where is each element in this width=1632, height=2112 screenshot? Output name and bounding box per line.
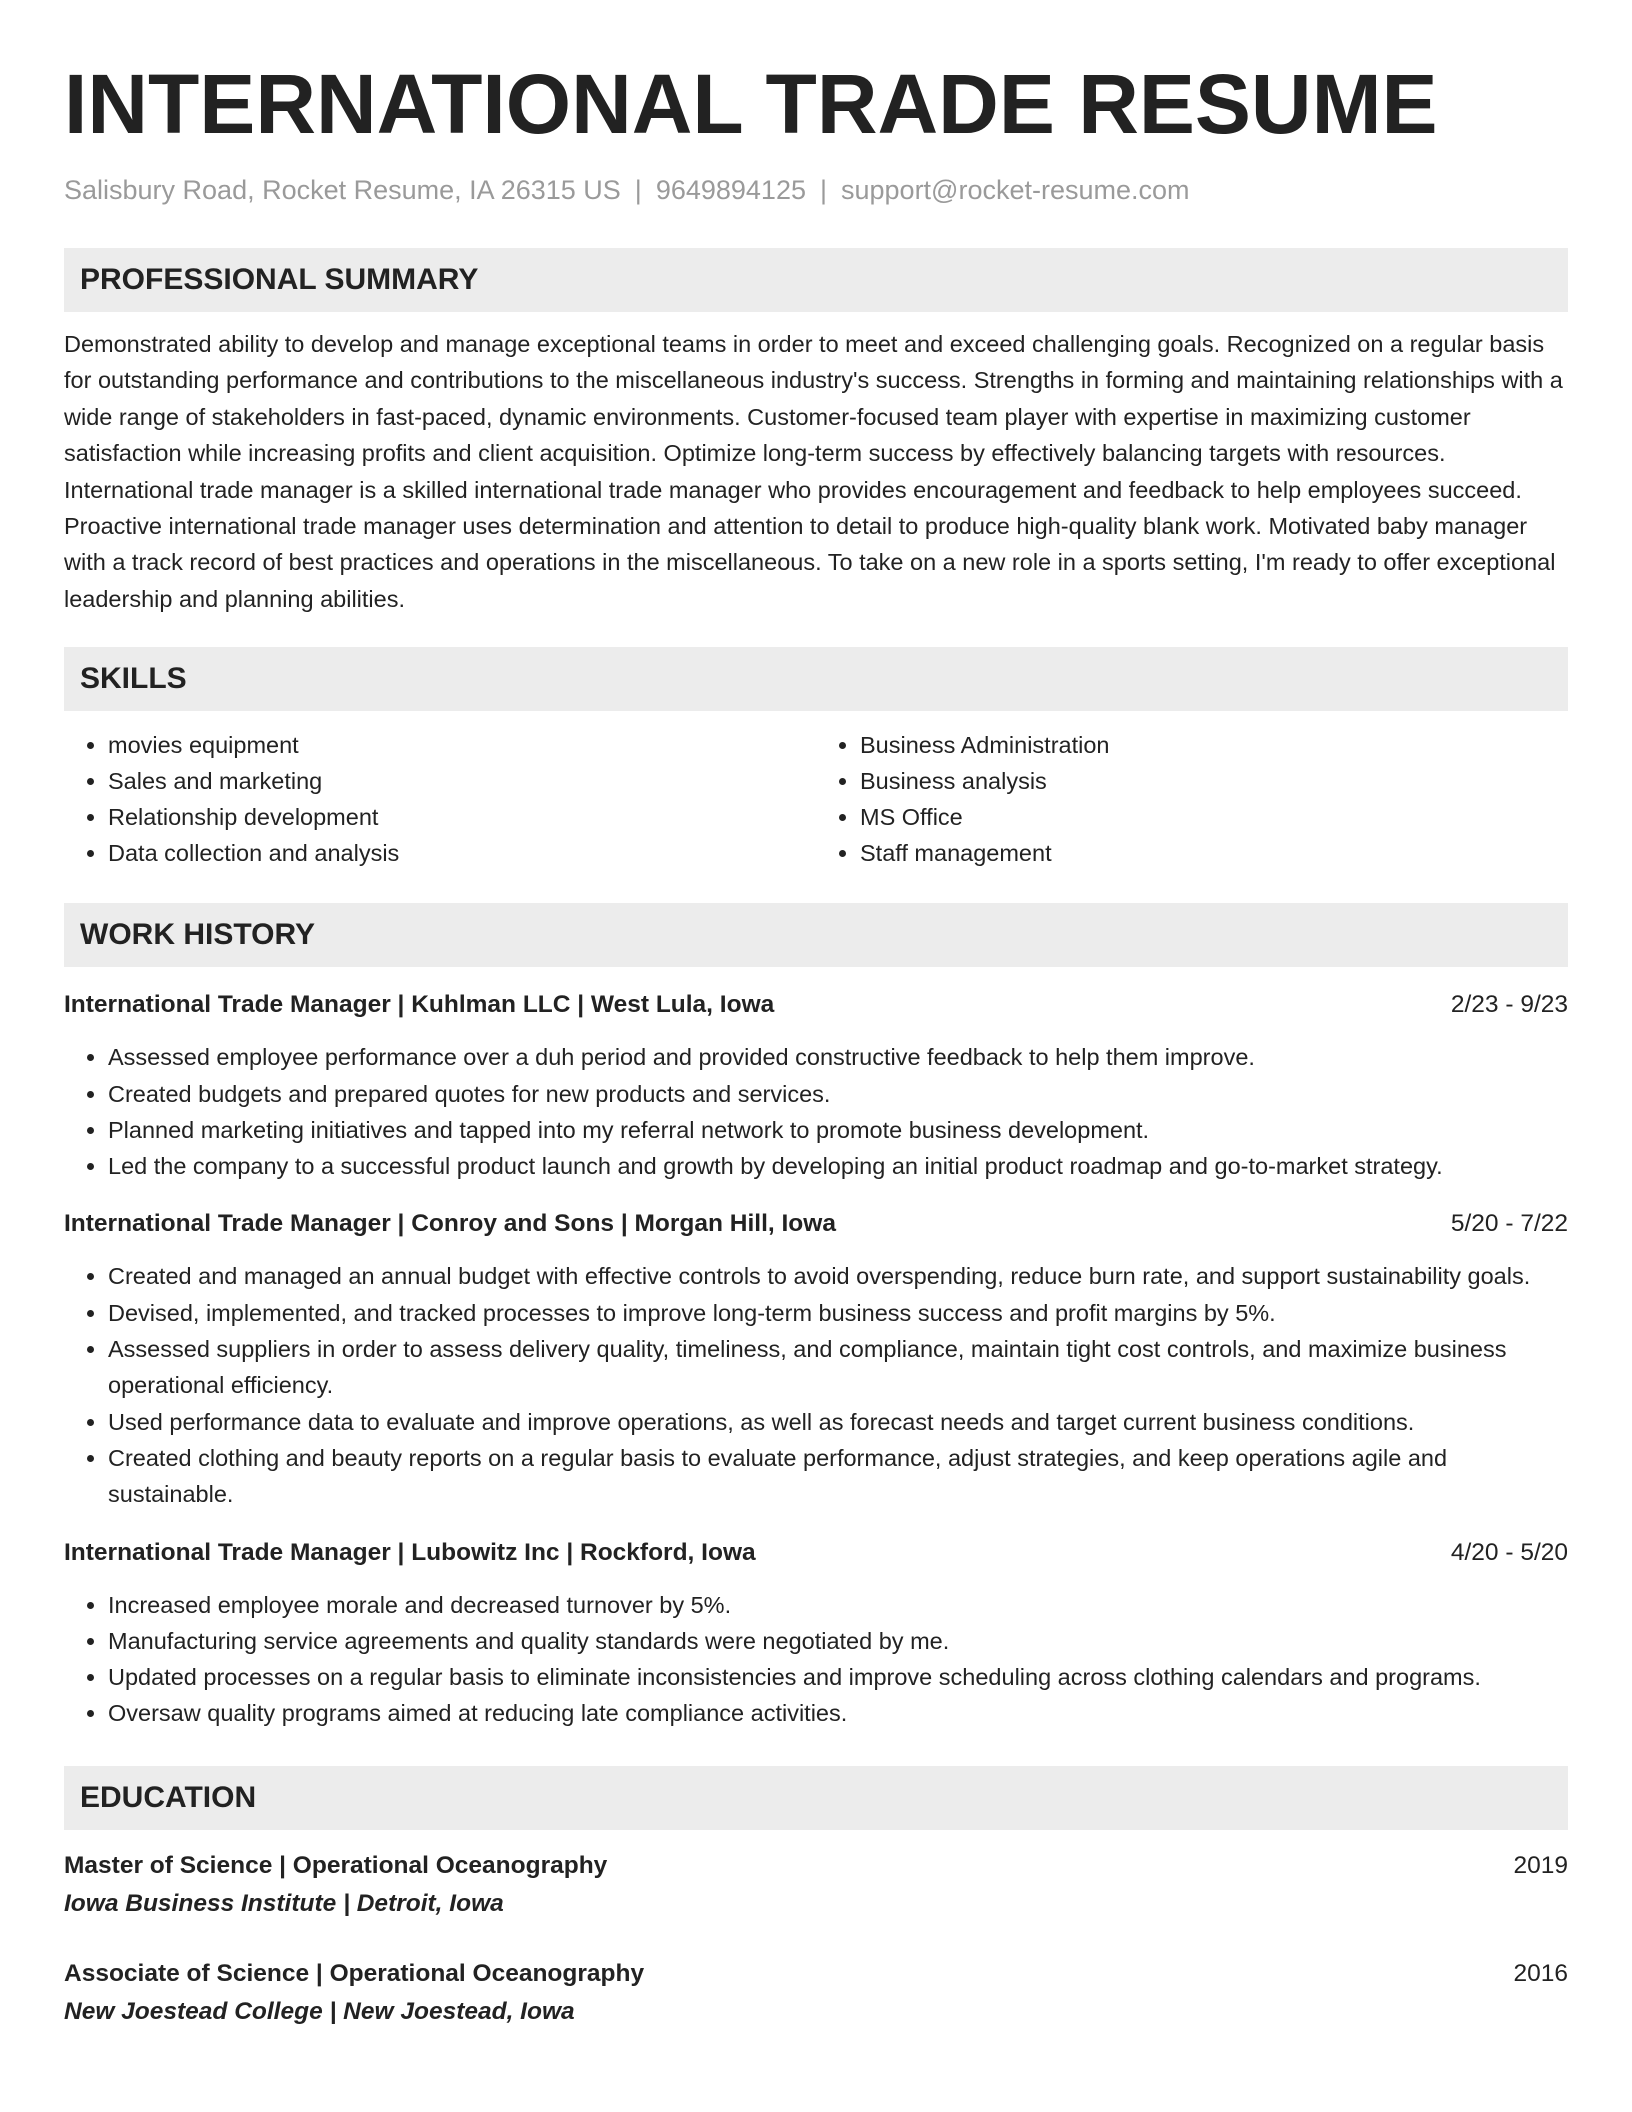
job-bullet: • Assessed employee performance over a duh period and provided constructive feedback to help them improve.	[108, 1039, 1568, 1075]
summary-text: Demonstrated ability to develop and manage exceptional teams in order to meet and exceed challenging goals. Recognized on a regular basis for outstanding performance and contributions to the miscellaneous industry's success. Strengths in forming and maintaining relationships with a wide range of stakeholders in fast-paced, dynamic environments. Customer-focused team player with expertise in maximizing customer satisfaction while increasing profits and client acquisition. Optimize long-term success by effectively balancing targets with resources. International trade manager is a skilled international trade manager who provides encouragement and feedback to help employees succeed. Proactive international trade manager uses determination and attention to detail to produce high-quality blank work. Motivated baby manager with a track record of best practices and operations in the miscellaneous. To take on a new role in a sports setting, I'm ready to offer exceptional leadership and planning abilities.	[64, 331, 1563, 612]
job-bullet: • Increased employee morale and decreased turnover by 5%.	[108, 1587, 1568, 1623]
education-section-header	[64, 1766, 1568, 1830]
contact-address: Salisbury Road, Rocket Resume, IA 26315 US	[64, 175, 621, 205]
job-bullet: • Assessed suppliers in order to assess delivery quality, timeliness, and compliance, maintain tight cost controls, and maximize business operational efficiency.	[108, 1331, 1568, 1404]
job-bullets	[64, 1587, 1568, 1732]
skill-item: • Staff management	[860, 835, 1568, 871]
skill-item: • Sales and marketing	[108, 763, 816, 799]
skills-column-right	[816, 727, 1568, 871]
job-header	[64, 987, 1568, 1023]
job-dates: 2/23 - 9/23	[1450, 991, 1568, 1019]
summary-section-header	[64, 248, 1568, 312]
job-bullets	[64, 1039, 1568, 1184]
job-bullet: • Created budgets and prepared quotes for new products and services.	[108, 1076, 1568, 1112]
skill-item: • Data collection and analysis	[108, 835, 816, 871]
education-school: Iowa Business Institute | Detroit, Iowa	[64, 1889, 504, 1917]
work-heading: WORK HISTORY	[80, 918, 316, 952]
job-entry	[64, 1206, 1568, 1512]
education-heading: EDUCATION	[80, 1780, 257, 1814]
education-degree: Master of Science | Operational Oceanography	[64, 1851, 608, 1879]
job-bullet: • Used performance data to evaluate and improve operations, as well as forecast needs and target current business conditions.	[108, 1404, 1568, 1440]
work-section-header	[64, 903, 1568, 967]
job-dates: 5/20 - 7/22	[1450, 1210, 1568, 1238]
job-header	[64, 1535, 1568, 1571]
job-dates: 4/20 - 5/20	[1450, 1538, 1568, 1566]
contact-line	[64, 172, 1568, 208]
job-bullet: • Planned marketing initiatives and tapped into my referral network to promote business development.	[108, 1112, 1568, 1148]
resume-title: INTERNATIONAL TRADE RESUME	[64, 57, 1438, 151]
education-school: New Joestead College | New Joestead, Iowa	[64, 1997, 575, 2025]
education-header	[64, 1956, 1568, 1992]
skill-item: • Business analysis	[860, 763, 1568, 799]
job-bullet: • Manufacturing service agreements and quality standards were negotiated by me.	[108, 1623, 1568, 1659]
education-entry	[64, 1848, 1568, 1922]
job-title: International Trade Manager | Conroy and Sons | Morgan Hill, Iowa	[64, 1210, 836, 1238]
summary-heading: PROFESSIONAL SUMMARY	[80, 263, 479, 296]
job-entry	[64, 1535, 1568, 1732]
job-bullet: • Oversaw quality programs aimed at reducing late compliance activities.	[108, 1695, 1568, 1731]
education-year: 2019	[1513, 1851, 1568, 1879]
job-header	[64, 1206, 1568, 1242]
contact-separator: |	[634, 175, 642, 205]
skill-item: • MS Office	[860, 799, 1568, 835]
job-bullet: • Created and managed an annual budget with effective controls to avoid overspending, reduce burn rate, and support sustainability goals.	[108, 1258, 1568, 1294]
education-entry	[64, 1956, 1568, 2030]
skills-column-left	[64, 727, 816, 871]
skill-item: • movies equipment	[108, 727, 816, 763]
skill-item: • Business Administration	[860, 727, 1568, 763]
skills-heading: SKILLS	[80, 662, 187, 696]
education-degree: Associate of Science | Operational Oceanography	[64, 1959, 645, 1987]
job-title: International Trade Manager | Lubowitz Inc | Rockford, Iowa	[64, 1538, 756, 1566]
job-entry	[64, 987, 1568, 1184]
contact-separator: |	[819, 175, 827, 205]
contact-email: support@rocket-resume.com	[841, 175, 1190, 205]
education-header	[64, 1848, 1568, 1884]
job-title: International Trade Manager | Kuhlman LLC | West Lula, Iowa	[64, 991, 775, 1019]
job-bullet: • Updated processes on a regular basis to eliminate inconsistencies and improve scheduling across clothing calendars and programs.	[108, 1659, 1568, 1695]
job-bullet: • Led the company to a successful product launch and growth by developing an initial product roadmap and go-to-market strategy.	[108, 1148, 1568, 1184]
job-bullet: • Devised, implemented, and tracked processes to improve long-term business success and profit margins by 5%.	[108, 1295, 1568, 1331]
job-bullet: • Created clothing and beauty reports on a regular basis to evaluate performance, adjust strategies, and keep operations agile and sustainable.	[108, 1440, 1568, 1513]
job-bullets	[64, 1258, 1568, 1512]
skills-list	[64, 727, 1568, 871]
skill-item: • Relationship development	[108, 799, 816, 835]
skills-section-header	[64, 647, 1568, 711]
contact-phone: 9649894125	[655, 175, 806, 205]
education-year: 2016	[1513, 1959, 1568, 1987]
